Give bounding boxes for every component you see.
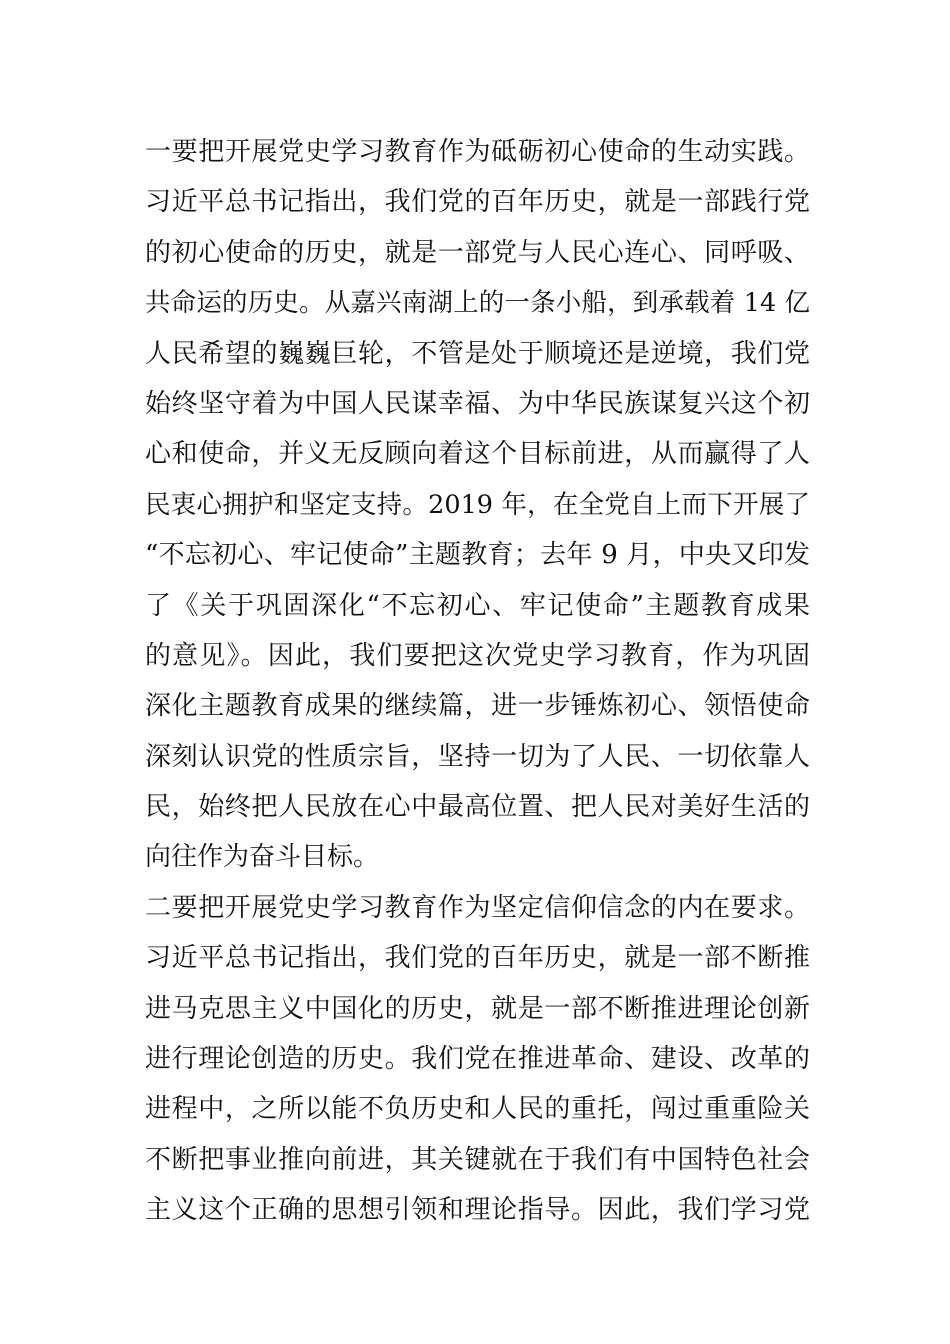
text-line: 进程中，之所以能不负历史和人民的重托，闯过重重险关 — [145, 1094, 810, 1125]
text-line: 始终坚守着为中国人民谋幸福、为中华民族谋复兴这个初 — [145, 388, 810, 419]
text-line: 深化主题教育成果的继续篇，进一步锤炼初心、领悟使命 — [145, 691, 810, 722]
text-line: 深刻认识党的性质宗旨，坚持一切为了人民、一切依靠人 — [145, 741, 810, 772]
text-line: “不忘初心、牢记使命”主题教育；去年 9 月，中央又印发 — [145, 540, 810, 571]
text-line: 民，始终把人民放在心中最高位置、把人民对美好生活的 — [145, 792, 810, 823]
text-line: 的意见》。因此，我们要把这次党史学习教育，作为巩固 — [145, 640, 810, 671]
text-line: 进行理论创造的历史。我们党在推进革命、建设、改革的 — [145, 1044, 810, 1075]
text-line: 进马克思主义中国化的历史，就是一部不断推进理论创新 — [145, 993, 810, 1024]
text-line: 民衷心拥护和坚定支持。2019 年，在全党自上而下开展了 — [145, 489, 810, 520]
text-line: 习近平总书记指出，我们党的百年历史，就是一部践行党 — [145, 187, 810, 218]
text-line: 共命运的历史。从嘉兴南湖上的一条小船，到承载着 14 亿 — [145, 288, 810, 319]
text-line: 向往作为奋斗目标。 — [145, 842, 380, 873]
text-line: 主义这个正确的思想引领和理论指导。因此，我们学习党 — [145, 1195, 810, 1226]
text-line: 的初心使命的历史，就是一部党与人民心连心、同呼吸、 — [145, 237, 810, 268]
text-line: 不断把事业推向前进，其关键就在于我们有中国特色社会 — [145, 1144, 810, 1175]
text-line: 习近平总书记指出，我们党的百年历史，就是一部不断推 — [145, 943, 810, 974]
body-text — [145, 127, 810, 1236]
text-line: 二要把开展党史学习教育作为坚定信仰信念的内在要求。 — [145, 892, 810, 923]
text-line: 心和使命，并义无反顾向着这个目标前进，从而赢得了人 — [145, 439, 810, 470]
text-line: 一要把开展党史学习教育作为砥砺初心使命的生动实践。 — [145, 137, 810, 167]
text-line: 了《关于巩固深化“不忘初心、牢记使命”主题教育成果 — [145, 590, 810, 621]
text-line: 人民希望的巍巍巨轮，不管是处于顺境还是逆境，我们党 — [145, 338, 810, 369]
